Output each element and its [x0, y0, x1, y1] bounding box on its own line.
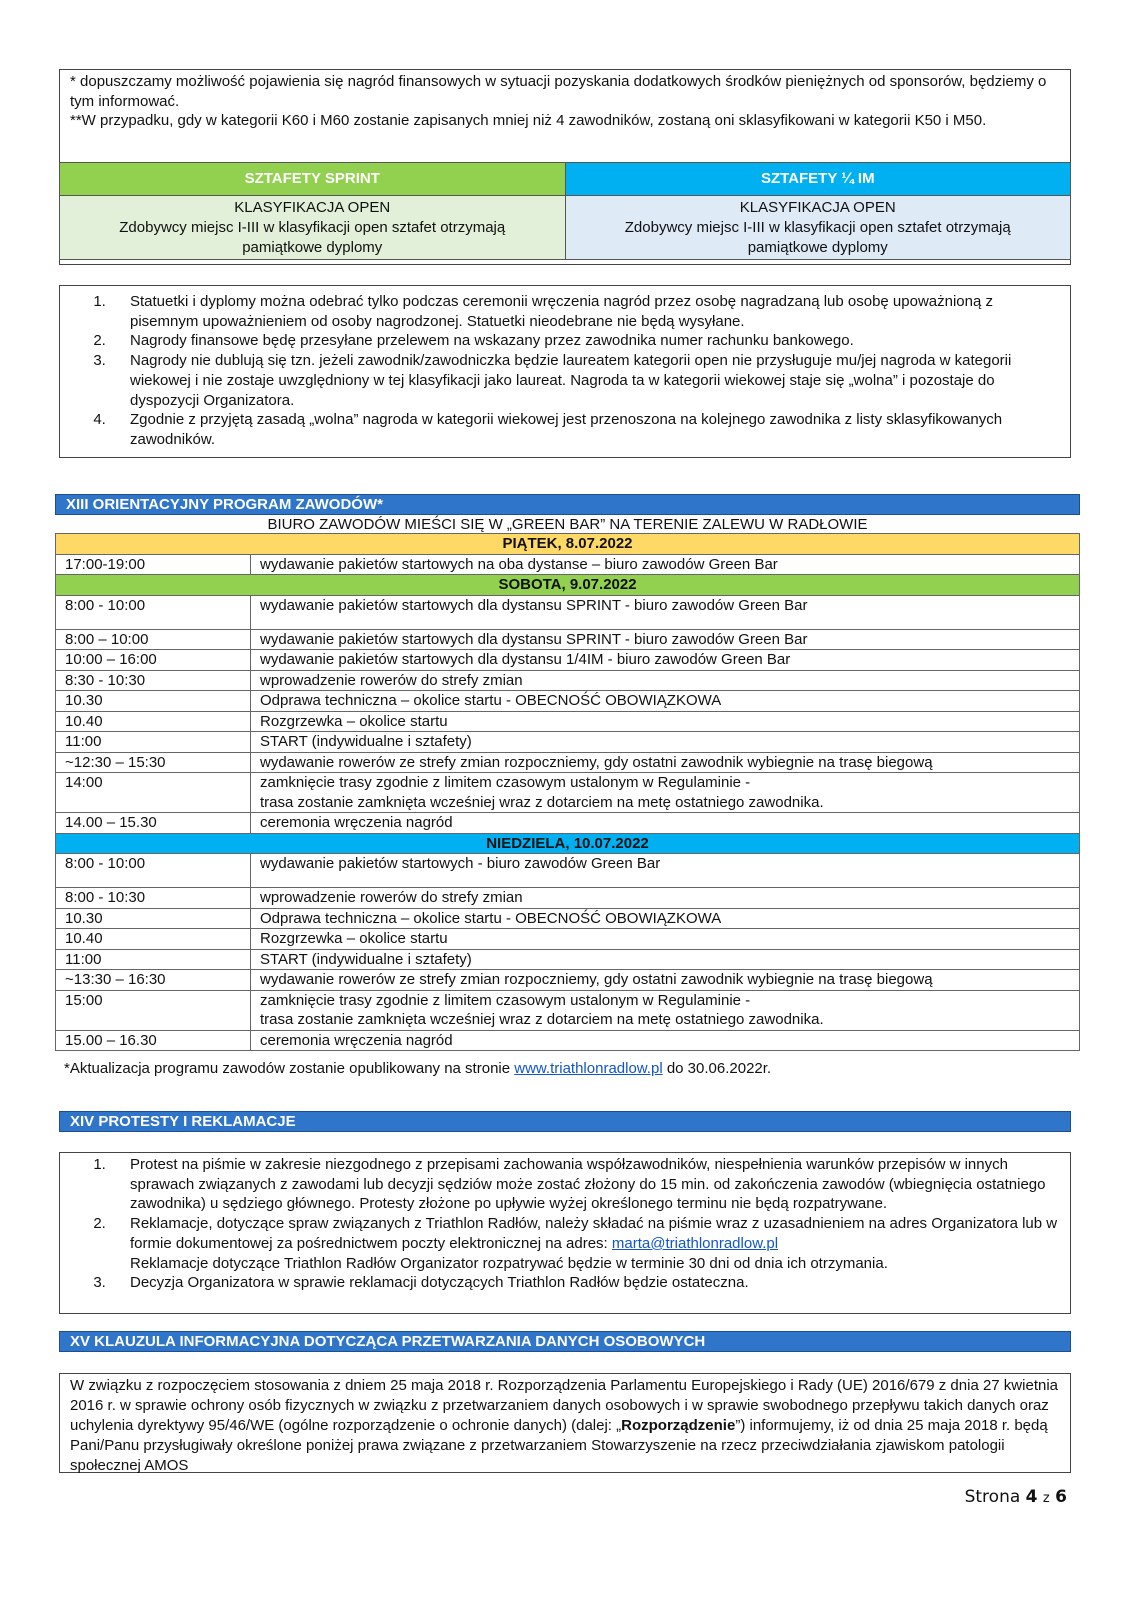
row-desc [251, 990, 1080, 1030]
table-row [56, 888, 1080, 909]
row-time: 14.00 – 15.30 [56, 813, 251, 834]
gdpr-box [59, 1373, 1071, 1473]
row-time: 15.00 – 16.30 [56, 1030, 251, 1051]
day-label-friday: PIĄTEK, 8.07.2022 [56, 534, 1080, 555]
note-line-2: **W przypadku, gdy w kategorii K60 i M60 zostanie zapisanych mniej niż 4 zawodników, zostaną oni sklasyfikowani w kategorii K50 i M50. [70, 112, 987, 129]
table-row [56, 990, 1080, 1030]
row-desc: START (indywidualne i sztafety) [251, 732, 1080, 753]
protest-item-2 [110, 1214, 1058, 1273]
page-current: 4 [1025, 1487, 1038, 1507]
row-time: 10.30 [56, 908, 251, 929]
protests-box [59, 1152, 1071, 1314]
row-time: 8:30 - 10:30 [56, 670, 251, 691]
row-desc: ceremonia wręczenia nagród [251, 813, 1080, 834]
row-time: 14:00 [56, 773, 251, 813]
row-desc: wprowadzenie rowerów do strefy zmian [251, 670, 1080, 691]
protests-section-title: XIV PROTESTY I REKLAMACJE [59, 1111, 1071, 1132]
row-time: 8:00 - 10:00 [56, 854, 251, 888]
relay-quarter-cell [565, 196, 1071, 260]
program-table [55, 533, 1080, 1051]
row-time: 15:00 [56, 990, 251, 1030]
row-desc: Rozgrzewka – okolice startu [251, 929, 1080, 950]
table-row [56, 691, 1080, 712]
table-row [56, 650, 1080, 671]
table-row [56, 773, 1080, 813]
table-row [56, 711, 1080, 732]
row-desc-line: zamknięcie trasy zgodnie z limitem czasowym ustalonym w Regulaminie - [260, 991, 751, 1009]
table-row [56, 949, 1080, 970]
gdpr-paragraph [60, 1374, 1070, 1478]
relay-sprint-cell [60, 196, 566, 260]
table-row [56, 595, 1080, 629]
row-time: 17:00-19:00 [56, 554, 251, 575]
day-row-saturday [56, 575, 1080, 596]
row-time: 10:00 – 16:00 [56, 650, 251, 671]
protest-item-3: 3. Decyzja Organizatora w sprawie reklamacji dotyczących Triathlon Radłów będzie ostateczna. [110, 1273, 1058, 1293]
row-desc: wydawanie rowerów ze strefy zmian rozpoczniemy, gdy ostatni zawodnik wybiegnie na trasę biegową [251, 752, 1080, 773]
award-rules-box [59, 285, 1071, 458]
row-time: 8:00 - 10:00 [56, 595, 251, 629]
row-time: 11:00 [56, 949, 251, 970]
protest-item-2-suffix: Reklamacje dotyczące Triathlon Radłów Organizator rozpatrywać będzie w terminie 30 dni od dnia ich otrzymania. [130, 1254, 888, 1272]
row-desc: ceremonia wręczenia nagród [251, 1030, 1080, 1051]
day-label-saturday: SOBOTA, 9.07.2022 [56, 575, 1080, 596]
table-row [56, 813, 1080, 834]
row-time: 10.40 [56, 711, 251, 732]
rule-item: 3. Nagrody nie dublują się tzn. jeżeli zawodnik/zawodniczka będzie laureatem kategorii open nie przysługuje mu/jej nagroda w kategorii wiekowej i nie zostaje uwzględniony w tej klasyfikacji jako laureat. Nagroda ta w kategorii wiekowej staje się „wolna” i pozostaje do dyspozycji Organizatora. [110, 351, 1058, 410]
table-row [56, 670, 1080, 691]
relay-quarter-header: SZTAFETY ¼ IM [565, 163, 1071, 196]
relay-awards-table [59, 162, 1071, 260]
row-time: ~13:30 – 16:30 [56, 970, 251, 991]
relay-sprint-text: Zdobywcy miejsc I-III w klasyfikacji open sztafet otrzymają pamiątkowe dyplomy [119, 218, 506, 256]
table-row [56, 970, 1080, 991]
relay-sprint-title: KLASYFIKACJA OPEN [234, 198, 391, 216]
rule-item: 4. Zgodnie z przyjętą zasadą „wolna” nagroda w kategorii wiekowej jest przenoszona na kolejnego zawodnika z listy sklasyfikowanych zawodników. [110, 410, 1058, 449]
page-word: Strona [964, 1487, 1021, 1507]
day-label-sunday: NIEDZIELA, 10.07.2022 [56, 833, 1080, 854]
email-link[interactable]: marta@triathlonradlow.pl [611, 1234, 779, 1252]
day-row-sunday [56, 833, 1080, 854]
page-of: z [1042, 1491, 1050, 1506]
row-desc-line: zamknięcie trasy zgodnie z limitem czasowym ustalonym w Regulaminie - [260, 774, 751, 791]
rule-item: 1. Statuetki i dyplomy można odebrać tylko podczas ceremonii wręczenia nagród przez osobę nagradzaną lub osobę upoważnioną z pisemnym upoważnieniem od osoby nagrodzonej. Statuetki nieodebrane nie będą wysyłane. [110, 292, 1058, 331]
table-row [56, 554, 1080, 575]
table-row [56, 1030, 1080, 1051]
note-line-1: * dopuszczamy możliwość pojawienia się nagród finansowych w sytuacji pozyskania dodatkowych środków pieniężnych od sponsorów, będziemy o tym informować. [70, 73, 1047, 110]
row-desc-line: trasa zostanie zamknięta wcześniej wraz z dotarciem na metę ostatniego zawodnika. [260, 1011, 824, 1028]
table-row [56, 929, 1080, 950]
website-link[interactable]: www.triathlonradlow.pl [514, 1060, 663, 1077]
row-desc: wydawanie rowerów ze strefy zmian rozpoczniemy, gdy ostatni zawodnik wybiegnie na trasę biegową [251, 970, 1080, 991]
update-note-text: *Aktualizacja programu zawodów zostanie opublikowany na stronie [64, 1060, 515, 1077]
rule-item: 2. Nagrody finansowe będę przesyłane przelewem na wskazany przez zawodnika numer rachunku bankowego. [110, 331, 1058, 351]
row-desc: Odprawa techniczna – okolice startu - OBECNOŚĆ OBOWIĄZKOWA [251, 908, 1080, 929]
row-desc: wydawanie pakietów startowych - biuro zawodów Green Bar [251, 854, 1080, 888]
row-desc: Rozgrzewka – okolice startu [251, 711, 1080, 732]
row-desc: wydawanie pakietów startowych dla dystansu SPRINT - biuro zawodów Green Bar [251, 595, 1080, 629]
relay-sprint-header: SZTAFETY SPRINT [60, 163, 566, 196]
office-note: BIURO ZAWODÓW MIEŚCI SIĘ W „GREEN BAR” NA TERENIE ZALEWU W RADŁOWIE [267, 516, 868, 533]
row-time: 10.30 [56, 691, 251, 712]
update-note-suffix: do 30.06.2022r. [662, 1060, 772, 1077]
gdpr-text-suffix: ”) informujemy, iż od dnia 25 maja 2018 r. będą Pani/Panu przysługiwały określone poniżej prawa związane z przetwarzaniem Stowarzyszenie na rzecz przeciwdziałania zjawiskom patologii społecznej AMOS [70, 1417, 1048, 1474]
row-desc: Odprawa techniczna – okolice startu - OBECNOŚĆ OBOWIĄZKOWA [251, 691, 1080, 712]
row-desc: wydawanie pakietów startowych na oba dystanse – biuro zawodów Green Bar [251, 554, 1080, 575]
row-desc: wydawanie pakietów startowych dla dystansu SPRINT - biuro zawodów Green Bar [251, 629, 1080, 650]
row-desc: wydawanie pakietów startowych dla dystansu 1/4IM - biuro zawodów Green Bar [251, 650, 1080, 671]
row-time: 8:00 - 10:30 [56, 888, 251, 909]
protest-item-2-text: Reklamacje, dotyczące spraw związanych z Triathlon Radłów, należy składać na piśmie wraz z uzasadnieniem na adres Organizatora lub w formie dokumentowej za pośrednictwem poczty elektronicznej na adres: [130, 1215, 1058, 1252]
row-desc: wprowadzenie rowerów do strefy zmian [251, 888, 1080, 909]
table-row [56, 732, 1080, 753]
row-desc [251, 773, 1080, 813]
gdpr-section-title: XV KLAUZULA INFORMACYJNA DOTYCZĄCA PRZETWARZANIA DANYCH OSOBOWYCH [59, 1331, 1071, 1352]
page-number [900, 1487, 1067, 1507]
row-time: 8:00 – 10:00 [56, 629, 251, 650]
row-desc-line: trasa zostanie zamknięta wcześniej wraz z dotarciem na metę ostatniego zawodnika. [260, 793, 824, 811]
program-section-title: XIII ORIENTACYJNY PROGRAM ZAWODÓW* [55, 494, 1080, 515]
row-desc: START (indywidualne i sztafety) [251, 949, 1080, 970]
program-update-note [64, 1059, 1064, 1079]
table-row [56, 854, 1080, 888]
row-time: ~12:30 – 15:30 [56, 752, 251, 773]
row-time: 11:00 [56, 732, 251, 753]
gdpr-text: W związku z rozpoczęciem stosowania z dniem 25 maja 2018 r. Rozporządzenia Parlamentu Europejskiego i Rady (UE) 2016/679 z dnia 27 kwietnia 2016 r. w sprawie ochrony osób fizycznych w związku z przetwarzaniem danych osobowych i w sprawie swobodnego przepływu takich danych oraz uchylenia dyrektywy 95/46/WE (ogólne rozporządzenie o ochronie danych) (dalej: „ [70, 1377, 1059, 1434]
table-row [56, 752, 1080, 773]
relay-quarter-title: KLASYFIKACJA OPEN [739, 198, 896, 216]
relay-quarter-text: Zdobywcy miejsc I-III w klasyfikacji open sztafet otrzymają pamiątkowe dyplomy [624, 218, 1011, 256]
gdpr-bold-term: Rozporządzenie [621, 1417, 736, 1434]
table-row [56, 908, 1080, 929]
protest-item-1: 1. Protest na piśmie w zakresie niezgodnego z przepisami zachowania współzawodników, niespełnienia warunków przepisów w innych sprawach związanych z zawodami lub decyzji sędziów może zostać złożony do 15 min. od zakończenia zawodów (wbiegnięcia ostatniego zawodnika) u sędziego głównego. Protesty złożone po upływie wyżej określonego terminu nie będą rozpatrywane. [110, 1155, 1058, 1214]
table-row [56, 629, 1080, 650]
page-total: 6 [1055, 1487, 1067, 1507]
row-time: 10.40 [56, 929, 251, 950]
day-row-friday [56, 534, 1080, 555]
